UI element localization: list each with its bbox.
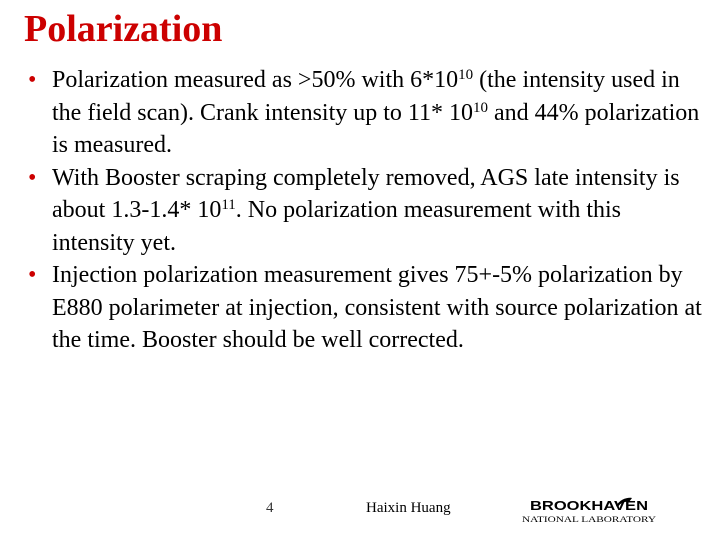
slide-title: Polarization	[24, 8, 223, 50]
page-number: 4	[266, 500, 274, 516]
bullet-item	[24, 162, 704, 260]
brookhaven-logo	[520, 497, 660, 525]
logo-text-bottom: NATIONAL LABORATORY	[522, 515, 657, 524]
bullet-text: (the intensity used in the field scan). Crank intensity up to 11* 10	[52, 67, 680, 126]
bullet-icon: •	[28, 67, 37, 93]
author-name: Haixin Huang	[366, 500, 451, 516]
bullet-list	[24, 64, 704, 357]
exponent: 11	[221, 197, 236, 213]
exponent: 10	[473, 99, 489, 116]
bullet-text: Injection polarization measurement gives 75+-5% polarization by E880 polarimeter at injection, consistent with source polarization at the time. Booster should be well corrected.	[52, 262, 702, 353]
bullet-icon: •	[28, 164, 37, 191]
bullet-item	[24, 64, 704, 162]
bullet-item	[24, 259, 704, 357]
bullet-text: With Booster scraping completely removed, AGS late intensity is about 1.3-1.4* 10	[52, 164, 680, 223]
bullet-text: Polarization measured as >50% with 6*10	[52, 67, 459, 93]
exponent: 10	[458, 67, 474, 83]
logo-text-top: BROOKHAVEN	[530, 498, 648, 513]
bullet-text: and 44% polarization is measured.	[52, 99, 700, 158]
bullet-icon: •	[28, 262, 37, 288]
bullet-text: . No polarization measurement with this intensity yet.	[52, 197, 622, 256]
